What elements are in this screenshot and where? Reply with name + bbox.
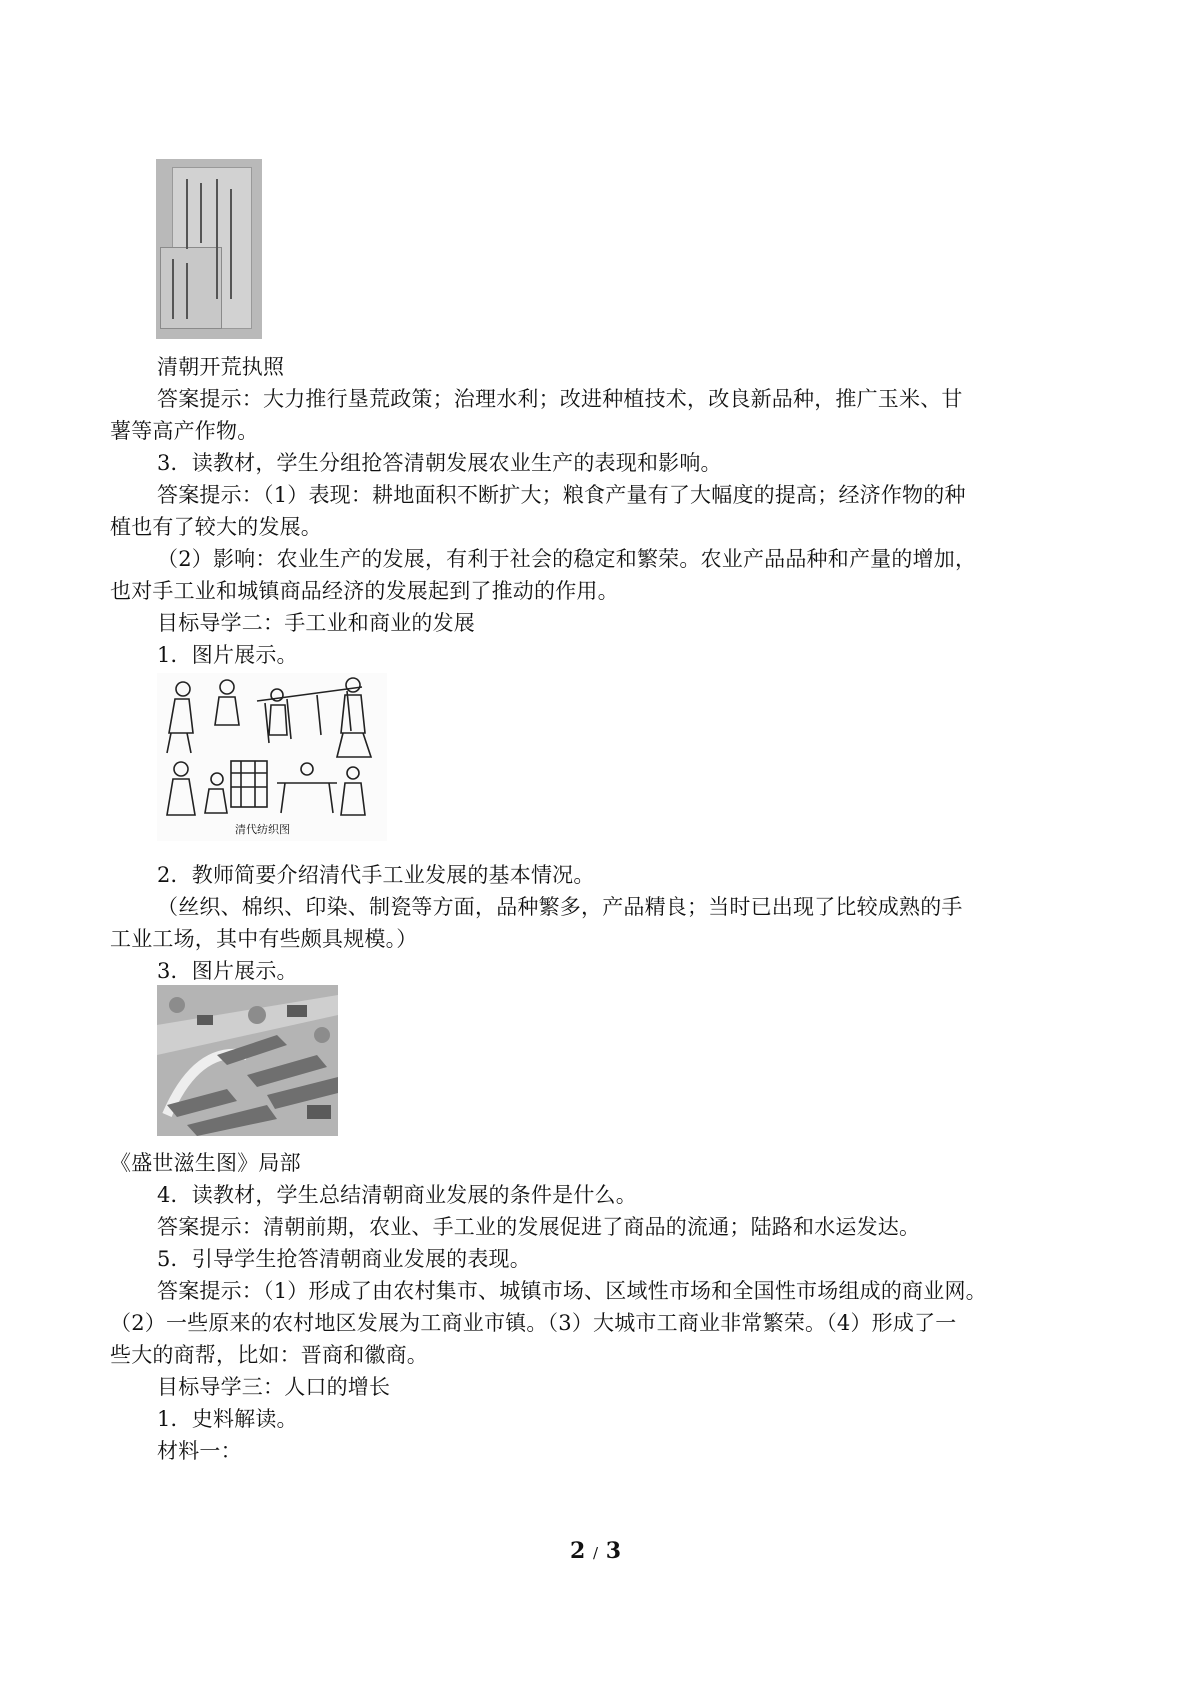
paragraph-line: （2）影响：农业生产的发展，有利于社会的稳定和繁荣。农业产品品种和产量的增加， xyxy=(157,547,977,571)
paragraph-line: 5．引导学生抢答清朝商业发展的表现。 xyxy=(157,1247,531,1271)
paragraph-line: 答案提示：（1）表现：耕地面积不断扩大；粮食产量有了大幅度的提高；经济作物的种 xyxy=(157,483,966,507)
paragraph-line: （2）一些原来的农村地区发展为工商业市镇。（3）大城市工商业非常繁荣。（4）形成了一 xyxy=(110,1311,957,1335)
paragraph-line: 3．图片展示。 xyxy=(157,959,298,983)
paragraph-line: 薯等高产作物。 xyxy=(110,419,259,443)
page-current: 2 xyxy=(569,1538,586,1564)
paragraph-line: 1．图片展示。 xyxy=(157,643,298,667)
paragraph-line: 3．读教材，学生分组抢答清朝发展农业生产的表现和影响。 xyxy=(157,451,722,475)
shengshi-zisheng-painting-image xyxy=(157,985,338,1136)
page-number xyxy=(0,1538,1191,1564)
paragraph-line: （丝织、棉织、印染、制瓷等方面，品种繁多，产品精良；当时已出现了比较成熟的手 xyxy=(157,895,963,919)
page-total: 3 xyxy=(605,1538,622,1564)
paragraph-line: 答案提示：清朝前期，农业、手工业的发展促进了商品的流通；陆路和水运发达。 xyxy=(157,1215,921,1239)
paragraph-line: 工业工场，其中有些颇具规模。） xyxy=(110,927,418,951)
paragraph-line: 植也有了较大的发展。 xyxy=(110,515,322,539)
section-heading: 目标导学二：手工业和商业的发展 xyxy=(157,611,475,635)
textile-caption: 清代纺织图 xyxy=(235,823,290,836)
paragraph-line: 2．教师简要介绍清代手工业发展的基本情况。 xyxy=(157,863,595,887)
reclamation-license-image xyxy=(156,159,262,339)
paragraph-line: 材料一： xyxy=(157,1439,242,1463)
paragraph-line: 1．史料解读。 xyxy=(157,1407,298,1431)
paragraph-line: 答案提示：（1）形成了由农村集市、城镇市场、区域性市场和全国性市场组成的商业网。 xyxy=(157,1279,987,1303)
paragraph-line: 也对手工业和城镇商品经济的发展起到了推动的作用。 xyxy=(110,579,619,603)
paragraph-line: 4．读教材，学生总结清朝商业发展的条件是什么。 xyxy=(157,1183,637,1207)
qing-textile-image xyxy=(157,673,387,841)
license-caption: 清朝开荒执照 xyxy=(157,355,285,379)
paragraph-line: 答案提示：大力推行垦荒政策；治理水利；改进种植技术，改良新品种，推广玉米、甘 xyxy=(157,387,963,411)
paragraph-line: 些大的商帮，比如：晋商和徽商。 xyxy=(110,1343,428,1367)
page-separator: / xyxy=(592,1544,599,1562)
section-heading: 目标导学三：人口的增长 xyxy=(157,1375,391,1399)
painting-caption: 《盛世滋生图》局部 xyxy=(110,1151,301,1175)
